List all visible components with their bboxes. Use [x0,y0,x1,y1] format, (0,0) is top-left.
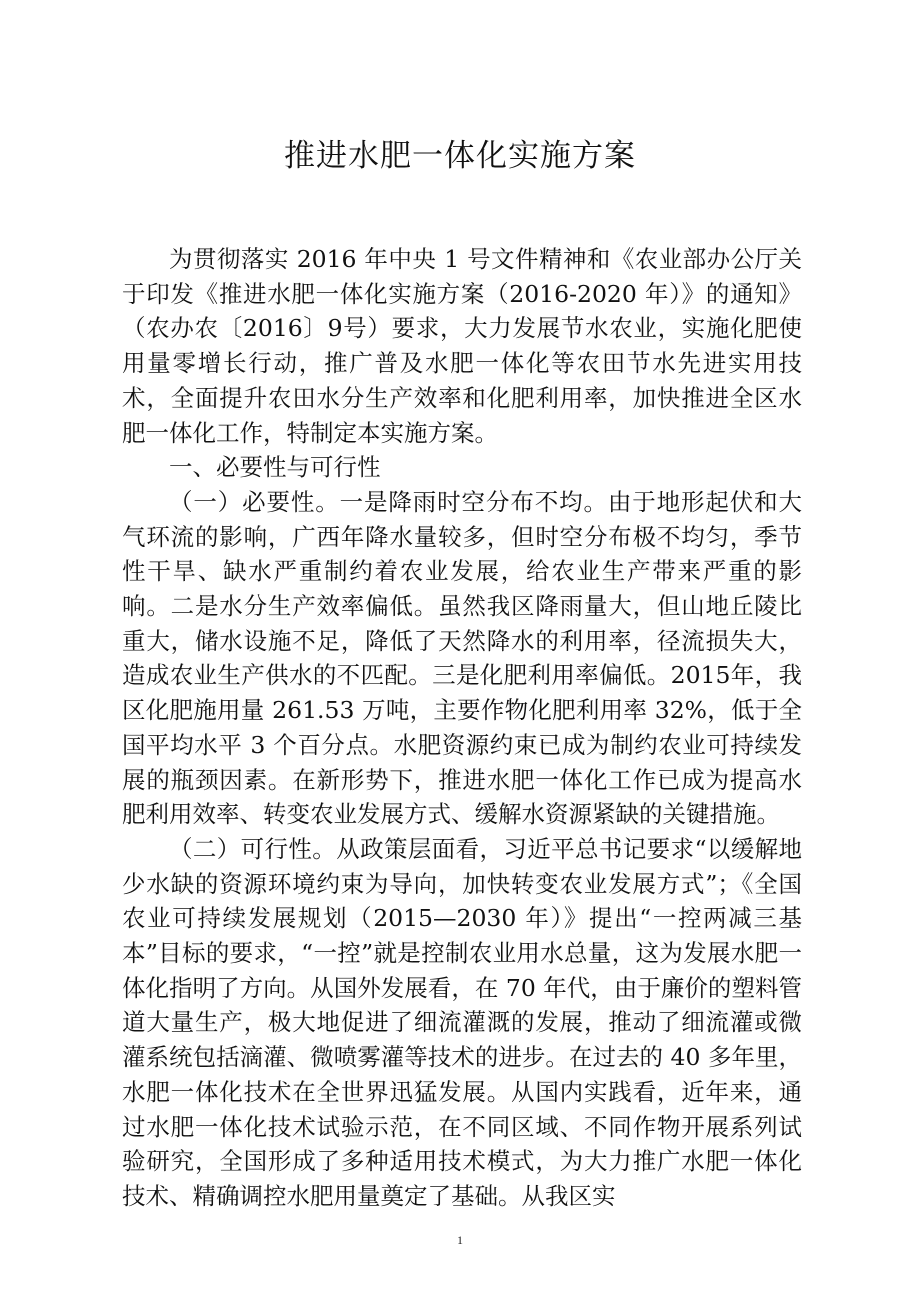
intro-paragraph: 为贯彻落实 2016 年中央 1 号文件精神和《农业部办公厅关于印发《推进水肥一体化实施方案（2016-2020 年）》的通知》（农办农〔2016〕9号）要求，大力发展节水农业，实施化肥使用量零增长行动，推广普及水肥一体化等农田节水先进实用技术，全面提升农田水分生产效率和化肥利用率，加快推进全区水肥一体化工作，特制定本实施方案。 [122,245,802,447]
document-title: 推进水肥一体化实施方案 [284,138,636,174]
necessity-paragraph: （一）必要性。一是降雨时空分布不均。由于地形起伏和大气环流的影响，广西年降水量较多，但时空分布极不均匀，季节性干旱、缺水严重制约着农业发展，给农业生产带来严重的影响。二是水分生产效率偏低。虽然我区降雨量大，但山地丘陵比重大，储水设施不足，降低了天然降水的利用率，径流损失大，造成农业生产供水的不匹配。三是化肥利用率偏低。2015年，我区化肥施用量 261.53 万吨，主要作物化肥利用率 32%，低于全国平均水平 3 个百分点。水肥资源约束已成为制约农业可持续发展的瓶颈因素。在新形势下，推进水肥一体化工作已成为提高水肥利用效率、转变农业发展方式、缓解水资源紧缺的关键措施。 [122,487,802,829]
document-body [122,242,802,1214]
page-number: 1 [457,1233,463,1247]
section-heading-necessity-feasibility: 一、必要性与可行性 [169,453,381,482]
feasibility-paragraph: （二）可行性。从政策层面看，习近平总书记要求“以缓解地少水缺的资源环境约束为导向，加快转变农业发展方式”；《全国农业可持续发展规划（2015—2030 年）》提出“一控两减三基本”目标的要求，“一控”就是控制农业用水总量，这为发展水肥一体化指明了方向。从国外发展看，在 70 年代，由于廉价的塑料管道大量生产，极大地促进了细流灌溉的发展，推动了细流灌或微灌系统包括滴灌、微喷雾灌等技术的进步。在过去的 40 多年里，水肥一体化技术在全世界迅猛发展。从国内实践看，近年来，通过水肥一体化技术试验示范，在不同区域、不同作物开展系列试验研究，全国形成了多种适用技术模式，为大力推广水肥一体化技术、精确调控水肥用量奠定了基础。从我区实 [122,834,802,1210]
